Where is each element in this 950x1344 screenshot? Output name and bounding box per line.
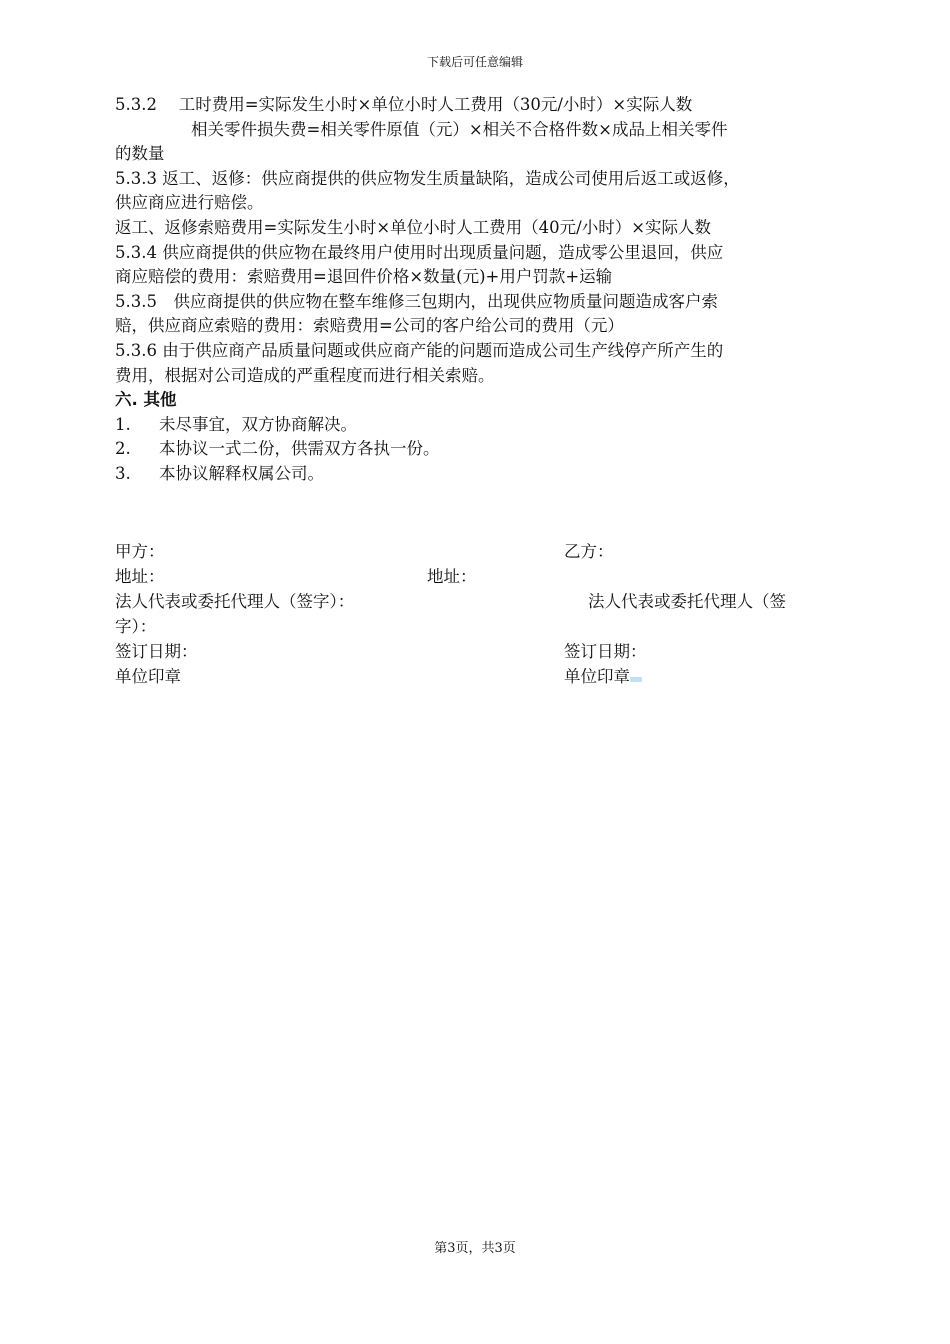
party-a-seal: 单位印章 xyxy=(115,667,181,686)
party-a-sign-date: 签订日期： xyxy=(115,642,198,661)
clause-5-3-6-line1: 5.3.6 由于供应商产品质量问题或供应商产能的问题而造成公司生产线停产所产生的 xyxy=(115,340,724,360)
clause-5-3-3-line2: 供应商应进行赔偿。 xyxy=(115,193,264,213)
party-b-seal: 单位印章 xyxy=(564,667,630,686)
item-text: 本协议解释权属公司。 xyxy=(159,463,324,483)
page-footer: 第3页，共3页 xyxy=(434,1241,516,1256)
party-b-label: 乙方： xyxy=(564,542,614,561)
section-6-item xyxy=(115,437,830,462)
clause-5-3-2-line2: 相关零件损失费=相关零件原值（元）×相关不合格件数×成品上相关零件 xyxy=(191,119,728,139)
clause-5-3-4-line1: 5.3.4 供应商提供的供应物在最终用户使用时出现质量问题，造成零公里退回，供应 xyxy=(115,242,724,262)
item-text: 本协议一式二份，供需双方各执一份。 xyxy=(159,439,440,459)
clause-5-3-5-line1: 5.3.5 供应商提供的供应物在整车维修三包期内，出现供应物质量问题造成客户索 xyxy=(115,291,718,311)
party-b-representative: 法人代表或委托代理人（签 xyxy=(588,592,786,611)
clause-5-3-3-line3: 返工、返修索赔费用=实际发生小时×单位小时人工费用（40元/小时）×实际人数 xyxy=(115,217,712,237)
item-number: 3. xyxy=(115,463,131,483)
party-a-representative: 法人代表或委托代理人（签字）： xyxy=(115,592,355,611)
clause-5-3-4-line2: 商应赔偿的费用：索赔费用=退回件价格×数量(元)+用户罚款+运输 xyxy=(115,267,613,287)
cursor-marker xyxy=(630,677,642,682)
party-b-representative-cont: 字）： xyxy=(115,617,157,636)
clause-5-3-3-line1: 5.3.3 返工、返修：供应商提供的供应物发生质量缺陷，造成公司使用后返工或返修， xyxy=(115,168,740,188)
document-body xyxy=(115,93,830,487)
clause-5-3-2-line1: 5.3.2 工时费用=实际发生小时×单位小时人工费用（30元/小时）×实际人数 xyxy=(115,95,693,114)
section-6-item xyxy=(115,413,830,438)
party-a-label: 甲方： xyxy=(115,542,165,561)
item-text: 未尽事宜，双方协商解决。 xyxy=(159,414,357,434)
party-a-address: 地址： xyxy=(115,567,165,586)
item-number: 1. xyxy=(115,414,131,434)
party-b-sign-date: 签订日期： xyxy=(564,642,647,661)
page-header: 下载后可任意编辑 xyxy=(426,55,523,69)
section-6-title: 六. 其他 xyxy=(115,390,177,410)
clause-5-3-5-line2: 赔，供应商应索赔的费用：索赔费用=公司的客户给公司的费用（元） xyxy=(115,316,624,336)
clause-5-3-2-line3: 的数量 xyxy=(115,144,165,164)
party-b-address: 地址： xyxy=(427,567,477,586)
item-number: 2. xyxy=(115,439,131,459)
party-b-seal-wrap xyxy=(564,665,642,690)
clause-5-3-6-line2: 费用，根据对公司造成的严重程度而进行相关索赔。 xyxy=(115,365,495,385)
section-6-item xyxy=(115,462,830,487)
